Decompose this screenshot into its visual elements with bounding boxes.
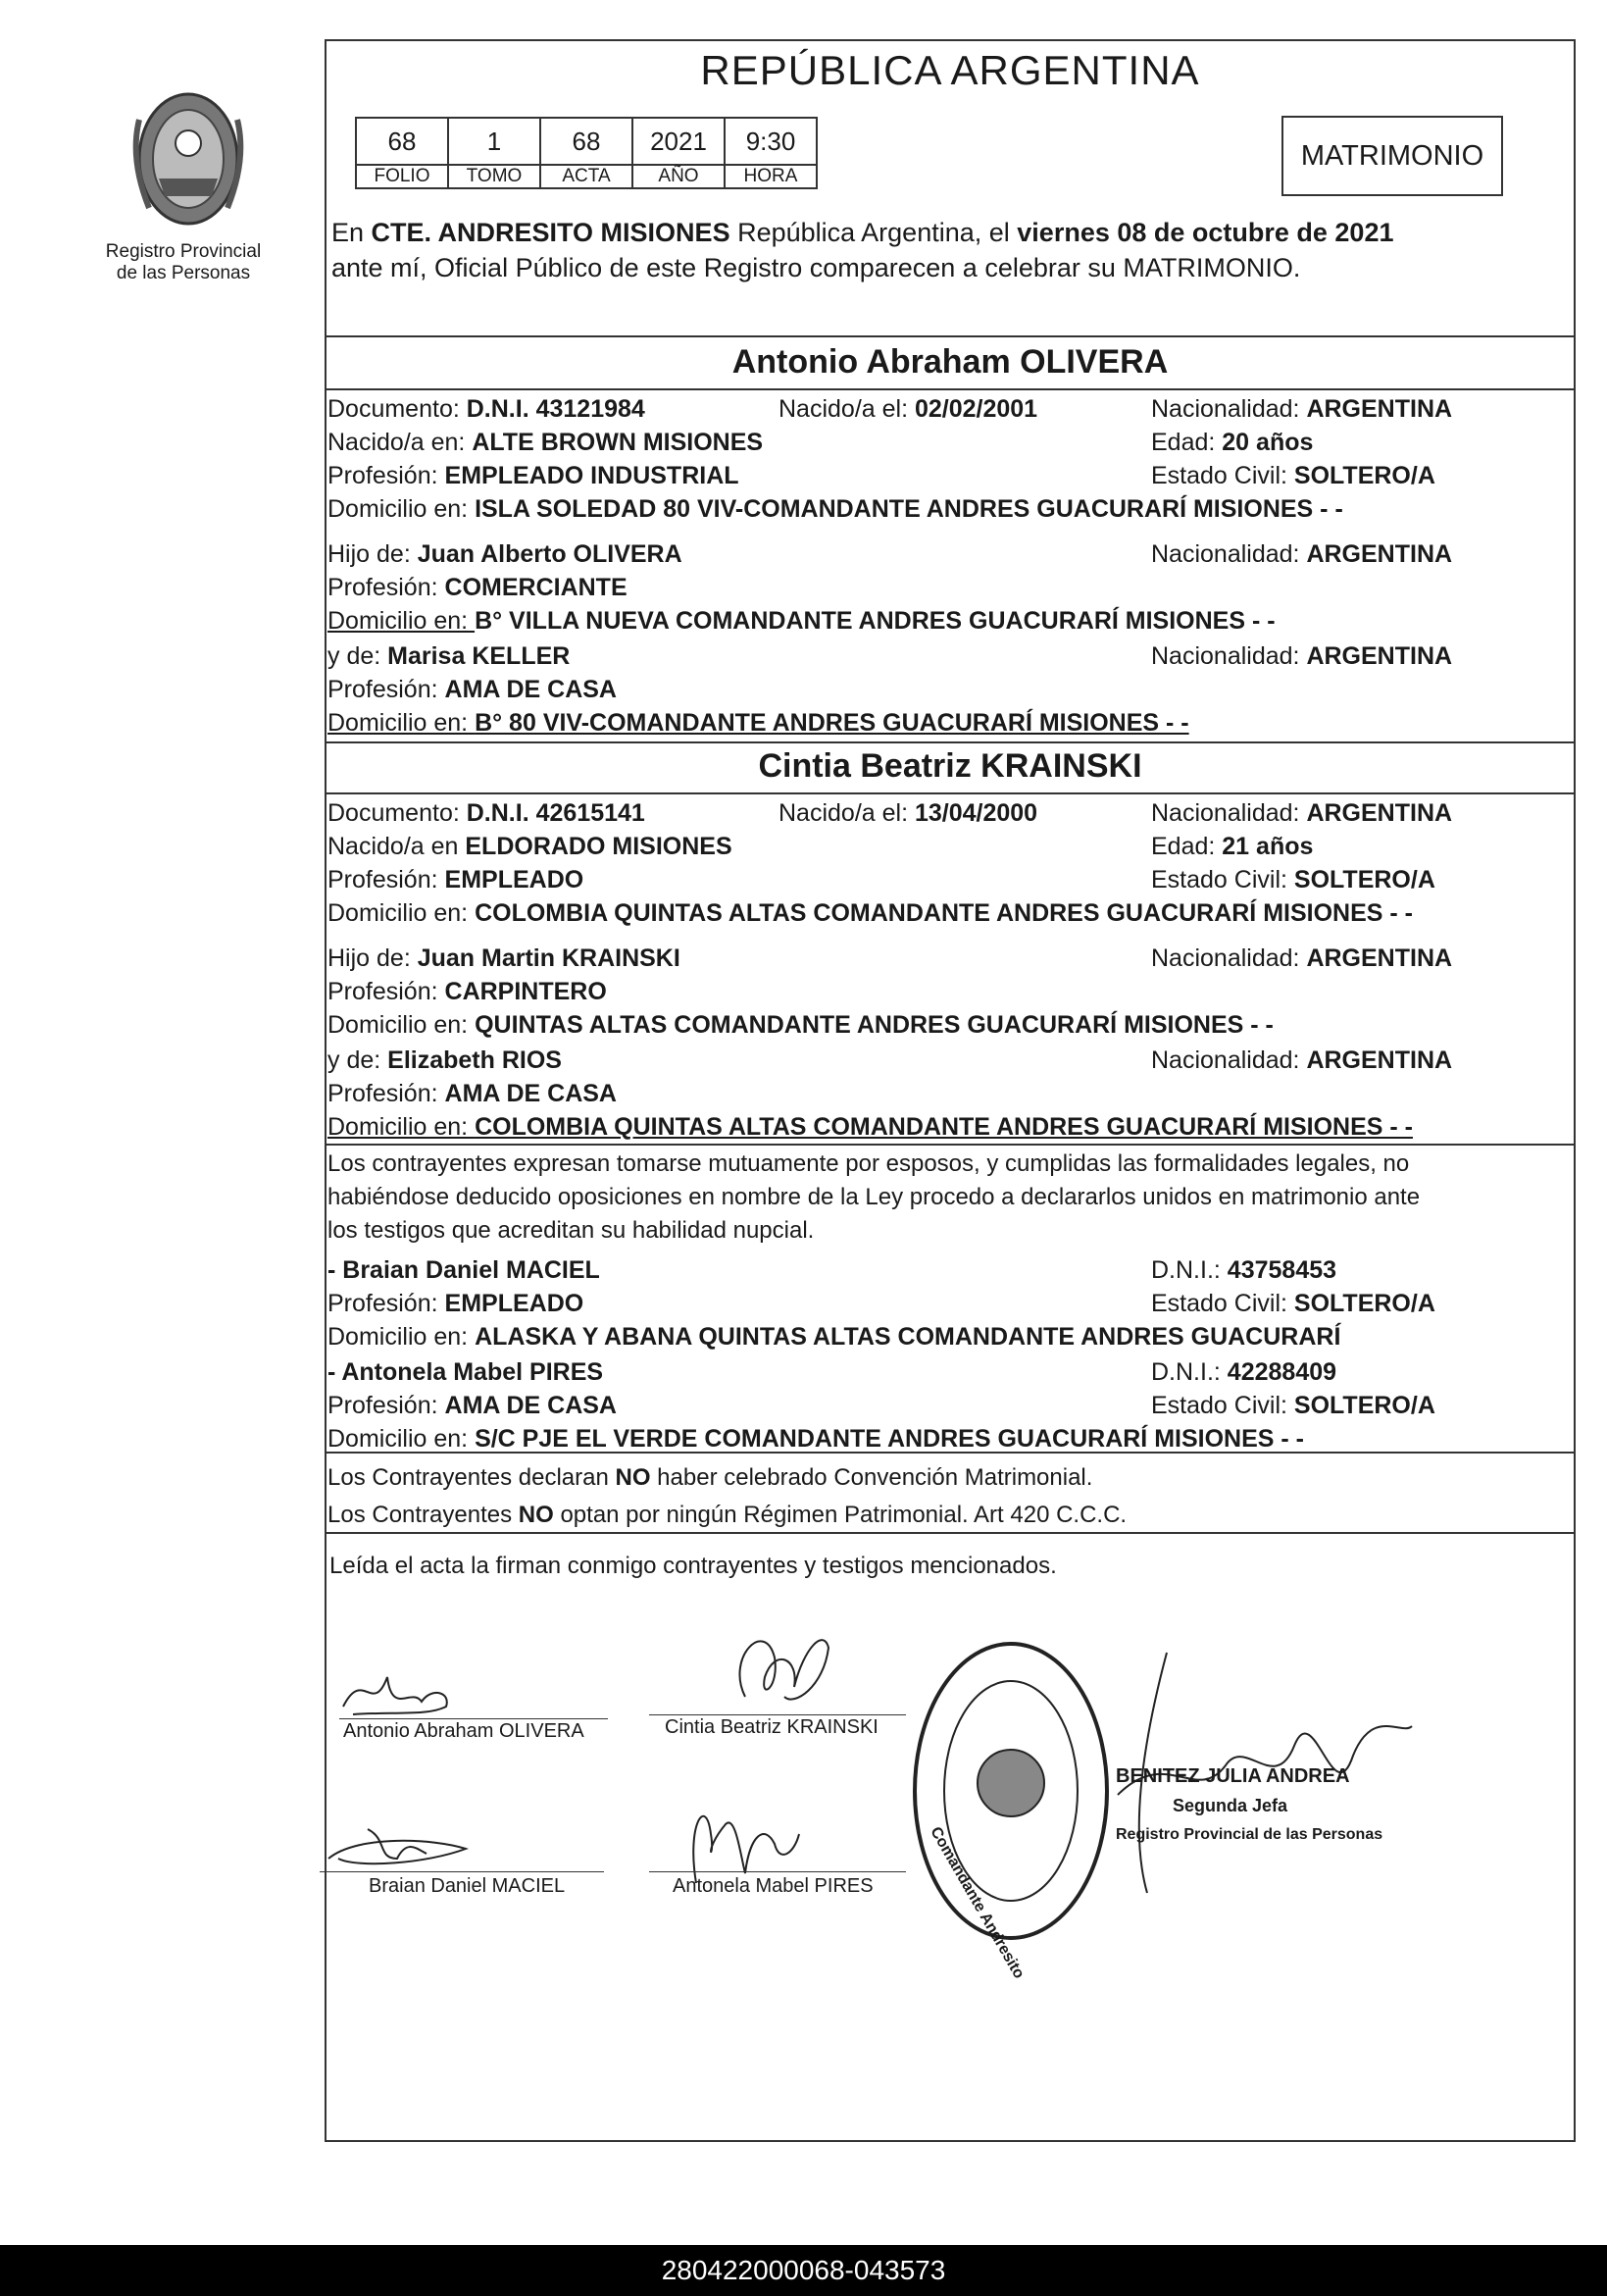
spouse2-father-prof: Profesión: CARPINTERO: [327, 978, 607, 1005]
witness2-civil: Estado Civil: SOLTERO/A: [1151, 1392, 1435, 1419]
witness2-dni: D.N.I.: 42288409: [1151, 1358, 1337, 1386]
spouse1-father-dom: Domicilio en: B° VILLA NUEVA COMANDANTE ANDRES GUACURARÍ MISIONES - -: [327, 607, 1276, 635]
divider: [325, 792, 1576, 794]
official-office: Registro Provincial de las Personas: [1116, 1826, 1383, 1843]
spouse2-prof: Profesión: EMPLEADO: [327, 866, 584, 893]
spouse1-age: Edad: 20 años: [1151, 429, 1314, 456]
spouse2-nat: Nacionalidad: ARGENTINA: [1151, 799, 1453, 827]
witness2-name: - Antonela Mabel PIRES: [327, 1358, 604, 1386]
declaration-line3: los testigos que acreditan su habilidad nupcial.: [327, 1217, 815, 1244]
act-type-box: MATRIMONIO: [1281, 116, 1503, 196]
signature-name-maciel: Braian Daniel MACIEL: [369, 1875, 566, 1897]
intro-date: viernes 08 de octubre de 2021: [1017, 218, 1394, 247]
declaration-line1: Los contrayentes expresan tomarse mutuamente por esposos, y cumplidas las formalidades legales, no: [327, 1150, 1410, 1177]
witness1-prof: Profesión: EMPLEADO: [327, 1290, 584, 1317]
hora-value: 9:30: [725, 118, 817, 165]
signature-name-olivera: Antonio Abraham OLIVERA: [343, 1720, 584, 1742]
spouse1-born: Nacido/a el: 02/02/2001: [778, 395, 1038, 423]
spouse2-father: Hijo de: Juan Martin KRAINSKI: [327, 944, 680, 972]
official-round-stamp: [910, 1636, 1112, 1946]
signature-maciel: [319, 1819, 485, 1878]
witness2-dom: Domicilio en: S/C PJE EL VERDE COMANDANTE ANDRES GUACURARÍ MISIONES - -: [327, 1425, 1304, 1453]
registry-table: [355, 117, 818, 189]
folio-value: 68: [356, 118, 448, 165]
hora-label: HORA: [725, 165, 817, 188]
spouse2-father-nat: Nacionalidad: ARGENTINA: [1151, 944, 1453, 972]
intro-line2: ante mí, Oficial Público de este Registro comparecen a celebrar su MATRIMONIO.: [331, 253, 1301, 282]
anio-label: AÑO: [632, 165, 725, 188]
signature-line: [339, 1718, 608, 1719]
page-title: REPÚBLICA ARGENTINA: [700, 47, 1200, 93]
witness1-name: - Braian Daniel MACIEL: [327, 1256, 600, 1284]
agency-name-line2: de las Personas: [116, 263, 251, 283]
acta-label: ACTA: [540, 165, 632, 188]
spouse2-mother-nat: Nacionalidad: ARGENTINA: [1151, 1046, 1453, 1074]
spouse1-civil: Estado Civil: SOLTERO/A: [1151, 462, 1435, 489]
spouse2-father-dom: Domicilio en: QUINTAS ALTAS COMANDANTE ANDRES GUACURARÍ MISIONES - -: [327, 1011, 1274, 1039]
intro-text: En: [331, 218, 372, 247]
divider: [325, 741, 1576, 743]
spouse1-prof: Profesión: EMPLEADO INDUSTRIAL: [327, 462, 739, 489]
spouse1-nat: Nacionalidad: ARGENTINA: [1151, 395, 1453, 423]
spouse2-place: Nacido/a en ELDORADO MISIONES: [327, 833, 732, 860]
witness1-dom: Domicilio en: ALASKA Y ABANA QUINTAS ALTAS COMANDANTE ANDRES GUACURARÍ: [327, 1323, 1341, 1351]
signature-line: [320, 1871, 604, 1872]
document-code-footer: 280422000068-043573: [0, 2245, 1607, 2296]
spouse1-father-prof: Profesión: COMERCIANTE: [327, 574, 628, 601]
spouse1-doc: Documento: D.N.I. 43121984: [327, 395, 645, 423]
intro-place: CTE. ANDRESITO MISIONES: [371, 218, 730, 247]
spouse2-dom: Domicilio en: COLOMBIA QUINTAS ALTAS COMANDANTE ANDRES GUACURARÍ MISIONES - -: [327, 899, 1413, 927]
spouse1-place: Nacido/a en: ALTE BROWN MISIONES: [327, 429, 764, 456]
divider: [325, 1144, 1576, 1146]
province-seal-logo: [110, 80, 267, 237]
spouse1-name: Antonio Abraham OLIVERA: [731, 343, 1169, 381]
spouse2-mother: y de: Elizabeth RIOS: [327, 1046, 562, 1074]
divider: [325, 388, 1576, 390]
regime-line2: Los Contrayentes NO optan por ningún Régimen Patrimonial. Art 420 C.C.C.: [327, 1502, 1128, 1528]
signature-name-pires: Antonela Mabel PIRES: [673, 1875, 874, 1897]
signature-name-krainski: Cintia Beatriz KRAINSKI: [665, 1716, 879, 1738]
tomo-value: 1: [448, 118, 540, 165]
regime-line1: Los Contrayentes declaran NO haber celebrado Convención Matrimonial.: [327, 1464, 1093, 1491]
witness1-civil: Estado Civil: SOLTERO/A: [1151, 1290, 1435, 1317]
spouse2-mother-dom: Domicilio en: COLOMBIA QUINTAS ALTAS COMANDANTE ANDRES GUACURARÍ MISIONES - -: [327, 1113, 1413, 1141]
tomo-label: TOMO: [448, 165, 540, 188]
official-role: Segunda Jefa: [1173, 1796, 1288, 1815]
divider: [325, 335, 1576, 337]
witness2-prof: Profesión: AMA DE CASA: [327, 1392, 617, 1419]
anio-value: 2021: [632, 118, 725, 165]
spouse2-doc: Documento: D.N.I. 42615141: [327, 799, 645, 827]
intro-text: República Argentina, el: [729, 218, 1018, 247]
divider: [325, 1532, 1576, 1534]
spouse2-name: Cintia Beatriz KRAINSKI: [758, 747, 1142, 785]
signature-krainski: [706, 1618, 853, 1716]
spouse2-born: Nacido/a el: 13/04/2000: [778, 799, 1038, 827]
witness1-dni: D.N.I.: 43758453: [1151, 1256, 1337, 1284]
signature-olivera: [333, 1658, 480, 1726]
spouse2-mother-prof: Profesión: AMA DE CASA: [327, 1080, 617, 1107]
spouse1-mother-prof: Profesión: AMA DE CASA: [327, 676, 617, 703]
spouse2-age: Edad: 21 años: [1151, 833, 1314, 860]
spouse1-mother-dom: Domicilio en: B° 80 VIV-COMANDANTE ANDRES GUACURARÍ MISIONES - -: [327, 709, 1189, 737]
spouse2-civil: Estado Civil: SOLTERO/A: [1151, 866, 1435, 893]
spouse1-father-nat: Nacionalidad: ARGENTINA: [1151, 540, 1453, 568]
intro-line1: [331, 218, 1393, 247]
spouse1-father: Hijo de: Juan Alberto OLIVERA: [327, 540, 682, 568]
signature-line: [649, 1714, 906, 1715]
spouse1-mother-nat: Nacionalidad: ARGENTINA: [1151, 642, 1453, 670]
spouse1-dom: Domicilio en: ISLA SOLEDAD 80 VIV-COMANDANTE ANDRES GUACURARÍ MISIONES - -: [327, 495, 1343, 523]
acta-value: 68: [540, 118, 632, 165]
closing-text: Leída el acta la firman conmigo contrayentes y testigos mencionados.: [329, 1553, 1057, 1579]
declaration-line2: habiéndose deducido oposiciones en nombre de la Ley procedo a declararlos unidos en matrimonio ante: [327, 1184, 1421, 1210]
spouse1-mother: y de: Marisa KELLER: [327, 642, 571, 670]
stamp-center-text: Comandante Andresito: [927, 1824, 1028, 1982]
official-name: BENITEZ JULIA ANDREA: [1116, 1765, 1350, 1787]
agency-name-line1: Registro Provincial: [105, 241, 262, 262]
signature-line: [649, 1871, 906, 1872]
folio-label: FOLIO: [356, 165, 448, 188]
